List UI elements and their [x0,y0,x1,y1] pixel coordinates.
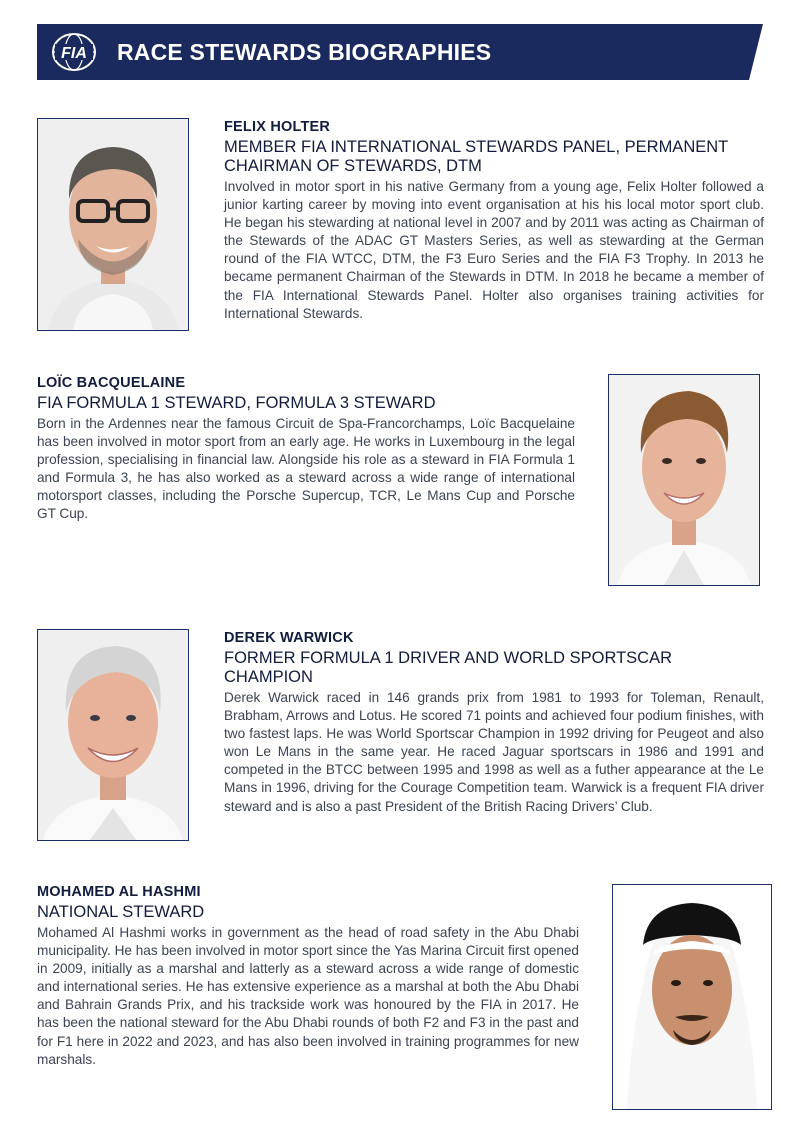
steward-name: MOHAMED AL HASHMI [37,884,201,900]
fia-logo-icon [51,32,97,72]
steward-role: FIA FORMULA 1 STEWARD, FORMULA 3 STEWARD [37,394,436,412]
steward-bio-mohamed-al-hashmi [37,883,579,1069]
steward-name: LOÏC BACQUELAINE [37,375,186,391]
steward-role: MEMBER FIA INTERNATIONAL STEWARDS PANEL, PERMANENT CHAIRMAN OF STEWARDS, DTM [224,138,728,175]
steward-biography: Born in the Ardennes near the famous Circuit de Spa-Francorchamps, Loïc Bacquelaine has been involved in motor sport from an early age. He works in Luxembourg in the legal profession, specialising in financial law. Alongside his role as a steward in FIA Formula 1 and Formula 3, he has also worked as a steward across a wide range of international motorsport classes, including the Porsche Supercup, TCR, Le Mans Cup and Porsche GT Cup. [37,416,575,522]
steward-bio-felix-holter [224,118,764,323]
steward-bio-derek-warwick [224,629,764,816]
steward-role: FORMER FORMULA 1 DRIVER AND WORLD SPORTSCAR CHAMPION [224,649,673,686]
steward-photo-derek-warwick [37,629,189,841]
steward-role: NATIONAL STEWARD [37,903,205,921]
logo-text: FIA [61,45,87,62]
steward-photo-loic-bacquelaine [608,374,760,586]
steward-biography: Derek Warwick raced in 146 grands prix from 1981 to 1993 for Toleman, Renault, Brabham, Arrows and Lotus. He scored 71 points and achieved four podium finishes, with two fastest laps. He was World Sportscar Champion in 1992 driving for Peugeot and also won Le Mans in the same year. He raced Jaguar sportscars in 1986 and 1991 and competed in the BTCC between 1995 and 1998 as well as a futher appearance at the Le Mans in 1996, driving for the Courage Competition team. Warwick is a frequent FIA driver steward and is also a past President of the British Racing Drivers’ Club. [224,690,764,814]
page-title: RACE STEWARDS BIOGRAPHIES [117,39,492,65]
steward-photo-mohamed-al-hashmi [612,884,772,1110]
header-banner [37,24,763,80]
steward-name: FELIX HOLTER [224,119,331,135]
steward-biography: Mohamed Al Hashmi works in government as the head of road safety in the Abu Dhabi municipality. He has been involved in motor sport since the Yas Marina Circuit first opened in 2009, initially as a marshal and latterly as a steward across a wide range of domestic and international series. He has extensive experience as a marshal at both the Abu Dhabi and Bahrain Grands Prix, and his trackside work was honoured by the FIA in 2017. He has been the national steward for the Abu Dhabi rounds of both F2 and F3 in the past and for F1 here in 2022 and 2023, and has also been involved in training programmes for new marshals. [37,925,579,1067]
steward-name: DEREK WARWICK [224,630,354,646]
steward-photo-felix-holter [37,118,189,331]
steward-biography: Involved in motor sport in his native Germany from a young age, Felix Holter followed a junior karting career by moving into event organisation at his his local motor sport club. He began his stewarding at national level in 2007 and by 2011 was acting as Chairman of the Stewards of the ADAC GT Masters Series, as well as stewarding at the German round of the FIA WTCC, DTM, the F3 Euro Series and the FIA F3 Trophy. In 2013 he became permanent Chairman of the Stewards in DTM. In 2018 he became a member of the FIA International Stewards Panel. Holter also organises training activities for International Stewards. [224,179,764,321]
steward-bio-loic-bacquelaine [37,374,575,524]
